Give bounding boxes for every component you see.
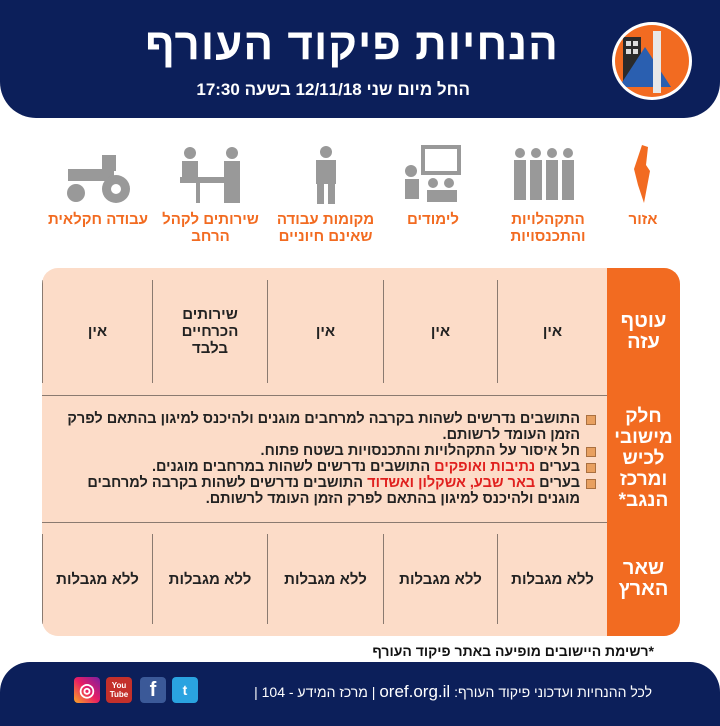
israel-map-icon: [628, 145, 658, 205]
category-gatherings: התקהלויות והתכנסויות: [492, 145, 604, 245]
instagram-icon[interactable]: ◎: [74, 677, 100, 703]
divider: [42, 522, 607, 523]
footer-text: לכל ההנחיות ועדכוני פיקוד העורף: oref.org.il | מרכז המידע - 104 |: [254, 682, 652, 701]
footnote: *רשימת היישובים מופיעה באתר פיקוד העורף: [372, 643, 654, 659]
row-header-rest-of-country: שאר הארץ: [607, 522, 680, 636]
table-cell: ללא מגבלות: [42, 534, 152, 624]
row-header-lachish-negev: חלק מישובי לכיש ומרכז הנגב*: [607, 395, 680, 522]
youtube-icon[interactable]: You Tube: [106, 677, 132, 703]
home-front-command-logo: [612, 22, 692, 100]
list-item: חל איסור על התקהלויות והתכנסויות בשטח פתוח.: [58, 443, 598, 459]
table-cell: אין: [383, 280, 497, 383]
effective-date: החל מיום שני 12/11/18 בשעה 17:30: [196, 80, 470, 99]
category-studies: לימודים: [377, 145, 489, 228]
lachish-negev-guidelines: [58, 411, 598, 507]
worker-icon: [306, 145, 346, 205]
table-cell: ללא מגבלות: [497, 534, 607, 624]
divider: [42, 395, 607, 396]
crowd-icon: [508, 145, 588, 205]
twitter-icon[interactable]: t: [172, 677, 198, 703]
table-cell: אין: [42, 280, 152, 383]
table-cell: ללא מגבלות: [383, 534, 497, 624]
list-item: בערים נתיבות ואופקים התושבים נדרשים לשהות במרחבים מוגנים.: [58, 459, 598, 475]
list-item: התושבים נדרשים לשהות בקרבה למרחבים מוגנים ולהיכנס למיגון בהתאם לפרק הזמן העומד לרשותם.: [58, 411, 598, 443]
service-counter-icon: [176, 145, 246, 205]
header: [0, 0, 720, 118]
category-public-services: שירותים לקהל הרחב: [153, 145, 268, 245]
table-cell: ללא מגבלות: [267, 534, 383, 624]
classroom-icon: [401, 145, 465, 205]
list-item: בערים באר שבע, אשקלון ואשדוד התושבים נדרשים לשהות בקרבה למרחבים מוגנים ולהיכנס למיגון בהתאם לפרק הזמן העומד לרשותם.: [58, 475, 598, 507]
tractor-icon: [58, 145, 138, 205]
table-cell: אין: [497, 280, 607, 383]
category-area: אזור: [587, 145, 699, 228]
category-workplaces: מקומות עבודה שאינם חיוניים: [268, 145, 383, 245]
footer: [0, 662, 720, 726]
guidelines-table: [42, 268, 680, 636]
category-agriculture: עבודה חקלאית: [42, 145, 154, 228]
table-cell: ללא מגבלות: [152, 534, 267, 624]
table-cell: אין: [267, 280, 383, 383]
facebook-icon[interactable]: f: [140, 677, 166, 703]
page-title: הנחיות פיקוד העורף: [145, 20, 559, 69]
website-link[interactable]: oref.org.il: [379, 682, 451, 701]
row-header-gaza-envelope: עוטף עזה: [607, 268, 680, 395]
table-cell: שירותים הכרחיים בלבד: [152, 280, 267, 383]
